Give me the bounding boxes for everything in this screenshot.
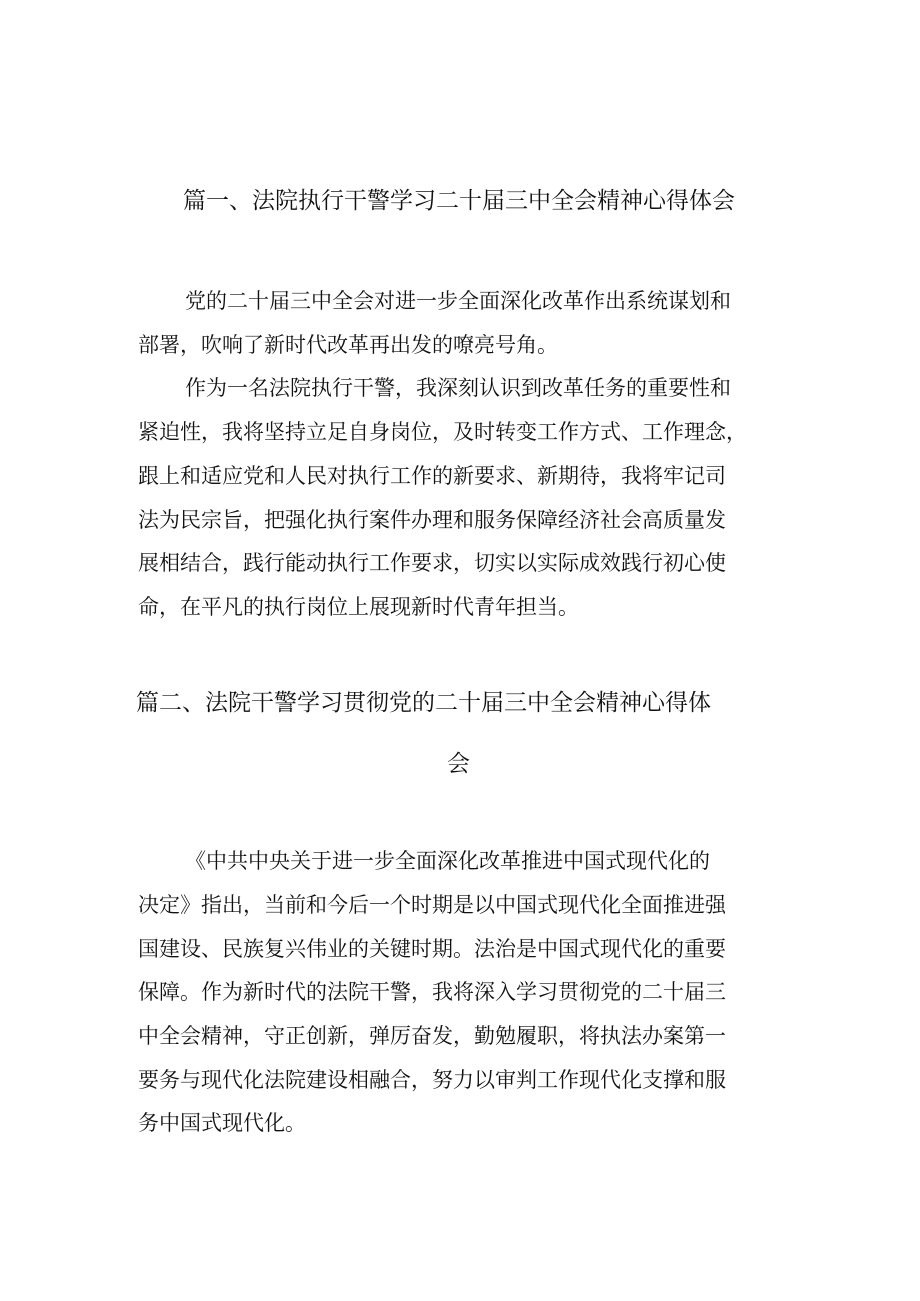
section-2-paragraph-line: 务中国式现代化。	[138, 1111, 306, 1135]
section-2-paragraph-line: 国建设、民族复兴伟业的关键时期。法治是中国式现代化的重要	[138, 937, 726, 961]
section-1-paragraph-2-line: 展相结合，践行能动执行工作要求，切实以实际成效践行初心使	[138, 551, 726, 575]
section-2-paragraph-line: 要务与现代化法院建设相融合，努力以审判工作现代化支撑和服	[138, 1068, 726, 1092]
section-2-paragraph-line: 决定》指出，当前和今后一个时期是以中国式现代化全面推进强	[138, 893, 726, 917]
section-1-title: 篇一、法院执行干警学习二十届三中全会精神心得体会	[183, 188, 735, 214]
section-1-paragraph-2-line: 跟上和适应党和人民对执行工作的新要求、新期待，我将牢记司	[138, 464, 726, 488]
section-1-paragraph-2-line: 作为一名法院执行干警，我深刻认识到改革任务的重要性和	[185, 376, 731, 400]
section-1-paragraph-2-line: 命，在平凡的执行岗位上展现新时代青年担当。	[138, 595, 579, 619]
section-1-paragraph-2-line: 紧迫性，我将坚持立足自身岗位，及时转变工作方式、工作理念，	[138, 420, 747, 444]
section-2-paragraph-line: 《中共中央关于进一步全面深化改革推进中国式现代化的	[185, 849, 710, 873]
section-2-title-line-1: 篇二、法院干警学习贯彻党的二十届三中全会精神心得体	[136, 690, 711, 716]
section-2-title-line-2: 会	[447, 751, 470, 777]
section-1-paragraph-2-line: 法为民宗旨，把强化执行案件办理和服务保障经济社会高质量发	[138, 508, 726, 532]
section-1-paragraph-1-line: 部署，吹响了新时代改革再出发的嘹亮号角。	[138, 333, 558, 357]
section-1-paragraph-1-line: 党的二十届三中全会对进一步全面深化改革作出系统谋划和	[185, 289, 731, 313]
section-2-paragraph-line: 保障。作为新时代的法院干警，我将深入学习贯彻党的二十届三	[138, 980, 726, 1004]
section-2-paragraph-line: 中全会精神，守正创新，弹厉奋发，勤勉履职，将执法办案第一	[138, 1024, 726, 1048]
